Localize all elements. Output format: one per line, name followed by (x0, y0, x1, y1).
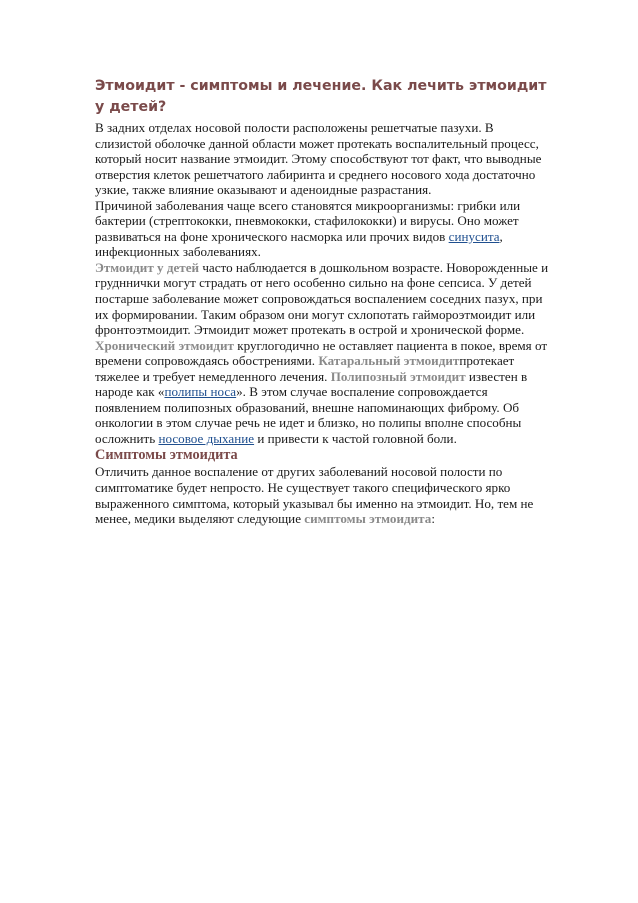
paragraph-children: часто наблюдается в дошкольном возрасте. Новорожденные и грудннички могут страдать от него особенно сильно на фоне сепсиса. У детей постарше заболевание может сопровождаться воспалением соседних пазух, при их формировании. Таким образом они могут схлопотать гаймороэтмоидит или фронтоэтмоидит. Этмоидит может протекать в острой и хронической форме. (95, 259, 549, 338)
link-nasal-breathing[interactable]: носовое дыхание (158, 430, 255, 446)
paragraph-intro: В задних отделах носовой полости расположены решетчатые пазухи. В слизистой оболочке данной области может протекать воспалительный процесс, который носит название этмоидит. Этому способствуют тот факт, что выводные отверстия клеток решетчатого лабиринта и среднего носового хода достаточно узкие, также влияние оказывают и аденоидные разрастания. (95, 120, 542, 198)
article-title: Этмоидит - симптомы и лечение. Как лечить этмоидит у детей? (95, 78, 547, 115)
section-heading-symptoms: Симптомы этмоидита (95, 447, 238, 464)
paragraph-polyps-end: и привести к частой головной боли. (254, 430, 457, 446)
symptoms-body (95, 464, 550, 526)
link-nasal-polyps[interactable]: полипы носа (164, 384, 237, 400)
paragraph-causes-end: , инфекционных заболеваниях. (95, 228, 503, 260)
highlight-symptoms: симптомы этмоидита (304, 511, 432, 527)
paragraph-causes: Причиной заболевания чаще всего становятся микроорганизмы: грибки или бактерии (стрептококки, пневмококки, стафилококки) и вирусы. Оно может развиваться на фоне хронического насморка или прочих видов (95, 197, 521, 244)
highlight-polypous: Полипозный этмоидит (330, 368, 466, 384)
paragraph-polypous: известен в народе как « (95, 368, 528, 400)
highlight-chronic: Хронический этмоидит (95, 337, 234, 353)
highlight-children: Этмоидит у детей (95, 259, 200, 275)
paragraph-catarrhal: протекает тяжелее и требует немедленного лечения. (95, 353, 515, 384)
article (95, 76, 550, 527)
link-sinusitis[interactable]: синусита (448, 228, 500, 244)
paragraph-symptoms: Отличить данное воспаление от других заболеваний носовой полости по симптоматике будет непросто. Не существует такого специфического ярко выраженного симптома, который указывал бы именно на этмоидит. Но, тем не менее, медики выделяют следующие (95, 464, 534, 527)
highlight-catarrhal: Катаральный этмоидит (318, 353, 460, 369)
paragraph-polyps: ». В этом случае воспаление сопровождается появлением полипозных образований, внешне напоминающих фиброму. Об онкологии в этом случае речь не идет и близко, но полипы вполне способны осложнить (95, 384, 522, 446)
article-body (95, 120, 550, 446)
paragraph-symptoms-end: : (431, 511, 435, 527)
paragraph-chronic: круглогодично не оставляет пациента в покое, время от времени сопровождаясь обострениями. (95, 337, 548, 369)
